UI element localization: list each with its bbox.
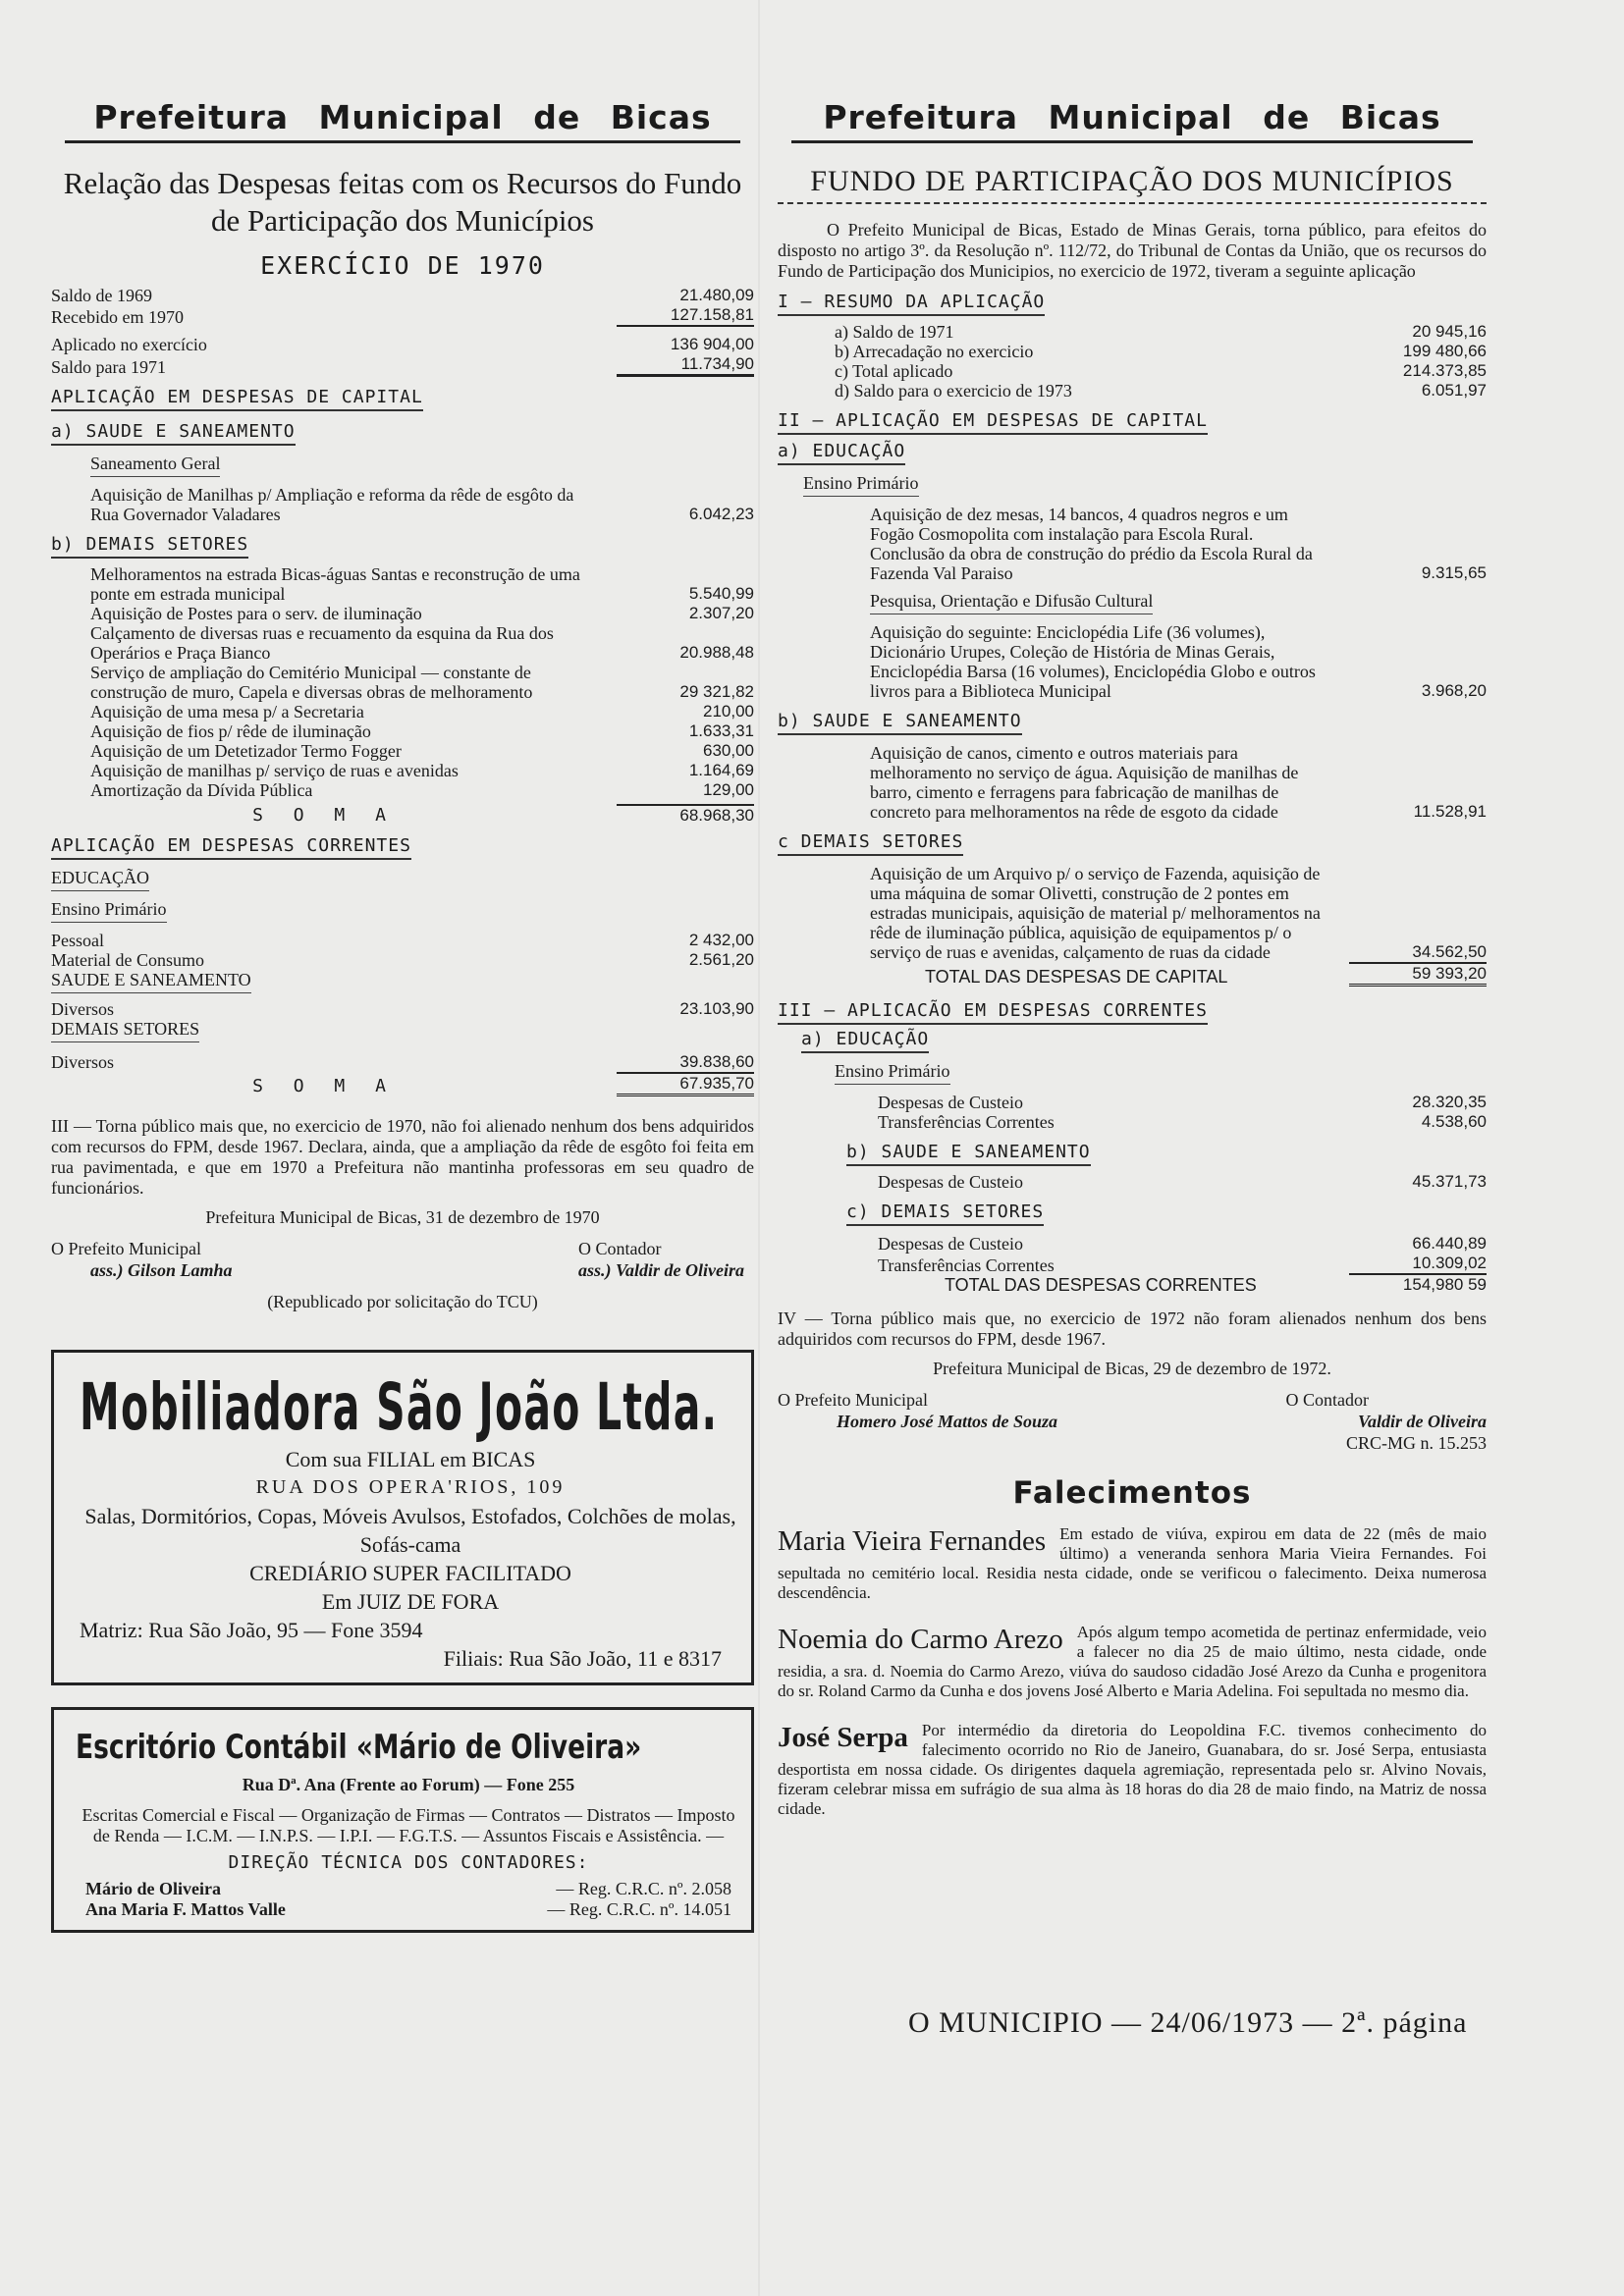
signature-contador [578,1238,754,1281]
obituary-name: José Serpa [778,1722,908,1753]
row-label: Aquisição de Postes para o serv. de iluminação [90,604,422,623]
expense-row [90,604,754,623]
masthead-text: Prefeitura Municipal de Bicas [823,98,1441,136]
row-label: Transferências Correntes [878,1112,1055,1132]
capital-heading: APLICAÇÃO EM DESPESAS DE CAPITAL [51,387,423,411]
correntes-heading-right: III — APLICACÃO EM DESPESAS CORRENTES [778,1000,1208,1025]
masthead-left [65,98,740,143]
ad-produtos: Salas, Dormitórios, Copas, Móveis Avulsos, Estofados, Colchões de molas, Sofás-cama [84,1504,736,1557]
signature-title: O Prefeito Municipal [51,1239,201,1258]
obituary [778,1721,1487,1819]
capital-heading-right: II — APLICAÇÃO EM DESPESAS DE CAPITAL [778,410,1208,435]
ad-matriz: Matriz: Rua São João, 95 — Fone 3594 [80,1618,423,1642]
soma-label: S O M A [252,805,396,826]
ensino-heading-right: Ensino Primário [803,473,919,497]
ad-servicos: Escritas Comercial e Fiscal — Organização de Firmas — Contratos — Distratos — Imposto de Renda — I.C.M. — I.N.P.S. — I.P.I. — F.G.T.S. — Assuntos Fiscais e Assistência. — [81,1805,735,1845]
expense-row [90,702,754,721]
expense-row [51,950,754,970]
expense-row [51,931,754,950]
row-label: Aquisição de Manilhas p/ Ampliação e reforma da rêde de esgôto da Rua Governador Valadares [90,485,574,524]
row-value: 630,00 [703,741,754,760]
soma-value: 67.935,70 [617,1072,754,1096]
demais-heading: b) DEMAIS SETORES [51,534,248,559]
left-column [51,98,754,1933]
signature-title: O Prefeito Municipal [778,1390,928,1410]
row-label: a) Saldo de 1971 [835,322,954,342]
row-value: 4.538,60 [1421,1112,1487,1131]
row-label: Calçamento de diversas ruas e recuamento da esquina da Rua dos Operários e Praça Bianco [90,623,554,663]
right-note: IV — Torna público mais que, no exercicio de 1972 não foram alienados nenhum dos bens adquiridos com recursos do FPM, desde 1967. [778,1308,1487,1349]
expense-row [878,1234,1487,1254]
expense-row [778,743,1487,822]
expense-row [778,1172,1487,1192]
row-label: Aquisição de fios p/ rêde de iluminação [90,721,371,741]
row-label: Aquisição de canos, cimento e outros materiais para melhoramento no serviço de água. Aquisição de manilhas de barro, cimento e ferragens para fabricação de manilhas de concreto para melhoramentos na rêde de esgoto da cidade [870,743,1299,822]
expense-row [51,1052,754,1072]
expense-row [90,741,754,761]
row-label: Recebido em 1970 [51,307,184,327]
row-label: Aplicado no exercício [51,335,207,354]
left-note: III — Torna público mais que, no exercicio de 1970, não foi alienado nenhum dos bens adquiridos com recursos do FPM, desde 1967. Declara, ainda, que a ampliação da rêde de esgôto foi feita em rua pavimentada, e que em 1970 a Prefeitura não mantinha professoras em seu quadro de funcionários. [51,1116,754,1198]
row-value: 9.315,65 [1421,563,1487,582]
falecimentos-title: Falecimentos [1012,1475,1252,1511]
expense-row [51,485,754,524]
row-value: 11.528,91 [1413,802,1487,821]
left-signatures [51,1238,754,1281]
saneamento-geral: Saneamento Geral [90,454,220,477]
signature-crc: CRC-MG n. 15.253 [1345,1433,1487,1453]
row-value: 21.480,09 [679,286,754,304]
total-label: TOTAL DAS DESPESAS DE CAPITAL [925,967,1228,987]
expense-row [90,663,754,702]
obituary [778,1524,1487,1603]
row-value: 20.988,48 [679,643,754,662]
row-value: 129,00 [703,780,754,799]
row-value: 2 432,00 [688,931,754,949]
row-label: d) Saldo para o exercicio de 1973 [835,381,1072,400]
row-value: 1.633,31 [688,721,754,740]
saude-heading-right: b) SAUDE E SANEAMENTO [778,711,1022,735]
page-fold [758,0,760,2296]
total-value: 154,980 59 [1402,1275,1487,1294]
row-value: 29 321,82 [679,682,754,701]
expense-row [90,761,754,780]
ad-filiais: Filiais: Rua São João, 11 e 8317 [443,1646,722,1671]
ad-direcao: DIREÇÃO TÉCNICA DOS CONTADORES: [228,1852,589,1873]
soma-row [51,1072,754,1096]
left-date: Prefeitura Municipal de Bicas, 31 de dezembro de 1970 [205,1207,600,1227]
resumo-row [835,322,1487,342]
row-value: 39.838,60 [679,1052,754,1071]
ensino2-heading-right: Ensino Primário [835,1061,950,1085]
masthead-right [791,98,1473,143]
obituary-text: Após algum tempo acometida de pertinaz enfermidade, veio a falecer no dia 25 de maio último, nesta cidade, onde residia, a sra. d. Noemia do Carmo Arezo, viúva do saudoso cidadão José Arezo da Cunha e progenitora do sr. Roland Carmo da Cunha e dos jovens José Alberto e Maria Adelina. Foi sepultada no mesmo dia. [778,1623,1487,1700]
ensino-heading: Ensino Primário [51,899,167,923]
resumo-heading: I — RESUMO DA APLICAÇÃO [778,292,1045,316]
ad-cidade: Em JUIZ DE FORA [321,1589,500,1614]
row-value: 6.042,23 [688,505,754,523]
obituary-name: Noemia do Carmo Arezo [778,1624,1063,1655]
summary-row [51,305,754,327]
row-value: 1.164,69 [688,761,754,779]
expense-row [51,999,754,1019]
contador-name: Mário de Oliveira [85,1879,221,1898]
expense-row [878,1112,1487,1132]
obituary-text: Em estado de viúva, expirou em data de 22 (mês de maio último) a veneranda senhora Maria Vieira Fernandes. Foi sepultada no cemitério local. Residia nesta cidade, onde se verificou o falecimento. Deixa numerosa descendência. [778,1524,1487,1602]
expense-row [878,1254,1487,1275]
row-value: 66.440,89 [1412,1234,1487,1253]
row-label: Saldo de 1969 [51,286,152,305]
signature-contador [1286,1389,1488,1454]
expense-row [778,622,1487,701]
obituary [778,1623,1487,1701]
ad-rua: RUA DOS OPERA'RIOS, 109 [255,1476,566,1498]
saude2-heading-right: b) SAUDE E SANEAMENTO [846,1142,1091,1166]
expense-row [90,564,754,604]
row-value: 210,00 [703,702,754,721]
row-value: 136 904,00 [670,335,754,353]
row-label: Aquisição de um Detetizador Termo Fogger [90,741,402,761]
expense-row [778,505,1487,583]
summary-row [51,354,754,377]
contador-reg: — Reg. C.R.C. nº. 14.051 [547,1899,731,1919]
exercicio-heading: EXERCÍCIO DE 1970 [260,251,545,280]
signature-name: Valdir de Oliveira [1358,1412,1487,1431]
expense-row [90,721,754,741]
row-value: 6.051,97 [1421,381,1487,400]
right-date: Prefeitura Municipal de Bicas, 29 de dezembro de 1972. [933,1359,1331,1378]
row-label: Despesas de Custeio [878,1093,1023,1112]
demais2-heading: DEMAIS SETORES [51,1019,199,1042]
row-value: 23.103,90 [679,999,754,1018]
ad-escritorio-name: Escritório Contábil «Mário de Oliveira» [76,1728,642,1767]
signature-name: ass.) Gilson Lamha [90,1260,233,1280]
row-value: 127.158,81 [617,305,754,327]
saude2-heading: SAUDE E SANEAMENTO [51,970,251,993]
obituary-text: Por intermédio da diretoria do Leopoldina F.C. tivemos conhecimento do falecimento ocorrido no Rio de Janeiro, Guanabara, do sr. José Serpa, entusiasta desportista em nossa cidade. Os dirigentes daquela agremiação, representada pelo sr. Alvino Novais, fizeram celebrar missa em sufrágio de sua alma às 18 horas do dia 28 de maio findo, na Matriz de nossa cidade. [778,1721,1487,1818]
total-value: 59 393,20 [1349,962,1487,987]
row-value: 2.307,20 [688,604,754,622]
demais-list [51,564,754,800]
educacao2-heading-right: a) EDUCAÇÃO [801,1029,929,1053]
row-value: 2.561,20 [688,950,754,969]
ad-credito: CREDIÁRIO SUPER FACILITADO [249,1561,571,1585]
row-value: 199 480,66 [1402,342,1487,360]
row-label: Aquisição de dez mesas, 14 bancos, 4 quadros negros e um Fogão Cosmopolita com instalação para Escola Rural. Conclusão da obra de construção do prédio da Escola Rural da Fazenda Val Paraiso [870,505,1313,583]
right-signatures [778,1389,1487,1454]
expense-row [90,623,754,663]
educacao-heading: EDUCAÇÃO [51,868,149,891]
ad-filial: Com sua FILIAL em BICAS [285,1447,536,1471]
signature-prefeito [51,1238,233,1281]
summary-row [51,286,754,305]
signature-title: O Contador [1285,1390,1369,1410]
row-label: Despesas de Custeio [878,1172,1023,1192]
educacao-heading-right: a) EDUCAÇÃO [778,441,905,465]
total-row [778,962,1487,987]
row-label: Melhoramentos na estrada Bicas-águas Santas e reconstrução de uma ponte em estrada municipal [90,564,580,604]
left-title: Relação das Despesas feitas com os Recursos do Fundo de Participação dos Municípios [63,166,742,238]
right-intro: O Prefeito Municipal de Bicas, Estado de Minas Gerais, torna público, para efeitos do disposto no artigo 3º. da Resolução nº. 112/72, do Tribunal de Contas da União, que os recursos do Fundo de Participação dos Municipios, no exercicio de 1972, tiveram a seguinte aplicação [778,220,1487,281]
row-label: Transferências Correntes [878,1255,1055,1275]
row-label: Aquisição de um Arquivo p/ o serviço de Fazenda, aquisição de uma máquina de somar Olivetti, construção de 2 pontes em estradas municipais, aquisição de material p/ melhoramentos na rêde de iluminação pública, aquisição de equipamentos p/ o serviço de ruas e avenidas, calçamento de ruas da cidade [870,864,1321,962]
saude-heading: a) SAUDE E SANEAMENTO [51,421,296,446]
right-column [778,98,1487,1819]
row-label: Material de Consumo [51,950,204,970]
contador-reg: — Reg. C.R.C. nº. 2.058 [556,1879,731,1898]
right-title: FUNDO DE PARTICIPAÇÃO DOS MUNICÍPIOS [778,165,1487,204]
row-label: Pessoal [51,931,104,950]
total-row [778,1275,1487,1295]
republicado-note: (Republicado por solicitação do TCU) [267,1292,538,1311]
signature-name: ass.) Valdir de Oliveira [578,1260,744,1280]
summary-row [51,335,754,354]
demais2-heading-right: c) DEMAIS SETORES [846,1201,1044,1226]
resumo-list [778,322,1487,400]
resumo-row [835,381,1487,400]
row-value: 28.320,35 [1412,1093,1487,1111]
row-value: 3.968,20 [1421,681,1487,700]
row-label: Saldo para 1971 [51,357,166,377]
expense-row [90,780,754,800]
expense-row [878,1093,1487,1112]
correntes-heading: APLICAÇÃO EM DESPESAS CORRENTES [51,835,411,860]
page-footer: O MUNICIPIO — 24/06/1973 — 2ª. página [908,2006,1468,2039]
row-value: 11.734,90 [617,354,754,377]
signature-name: Homero José Mattos de Souza [837,1412,1058,1431]
row-value: 214.373,85 [1402,361,1487,380]
row-label: Serviço de ampliação do Cemitério Municipal — constante de construção de muro, Capela e diversas obras de melhoramento [90,663,533,702]
row-label: b) Arrecadação no exercicio [835,342,1034,361]
resumo-row [835,361,1487,381]
ad-mobiliadora-name: Mobiliadora São João Ltda. [80,1369,719,1445]
row-label: Aquisição de uma mesa p/ a Secretaria [90,702,364,721]
summary-block [51,286,754,377]
soma-label: S O M A [252,1076,396,1096]
ad-contador-1 [76,1879,741,1899]
row-value: 10.309,02 [1349,1254,1487,1275]
ad-mobiliadora [51,1350,754,1685]
ad-endereco: Rua Dª. Ana (Frente ao Forum) — Fone 255 [242,1775,575,1794]
soma-row [51,804,754,826]
obituary-name: Maria Vieira Fernandes [778,1525,1047,1557]
row-label: Despesas de Custeio [878,1234,1023,1254]
ad-escritorio [51,1707,754,1933]
total-label: TOTAL DAS DESPESAS CORRENTES [945,1275,1257,1295]
soma-value: 68.968,30 [617,804,754,826]
masthead-text: Prefeitura Municipal de Bicas [93,98,712,136]
signature-prefeito [778,1389,1057,1454]
resumo-row [835,342,1487,361]
pesquisa-heading: Pesquisa, Orientação e Difusão Cultural [870,591,1153,614]
row-value: 34.562,50 [1412,942,1487,961]
row-value: 45.371,73 [1412,1172,1487,1191]
demais-heading-right: c DEMAIS SETORES [778,831,963,856]
row-label: Diversos [51,999,114,1019]
row-label: c) Total aplicado [835,361,953,381]
ad-contador-2 [76,1899,741,1920]
signature-title: O Contador [578,1239,662,1258]
row-value: 5.540,99 [688,584,754,603]
row-label: Aquisição de manilhas p/ serviço de ruas e avenidas [90,761,459,780]
row-label: Amortização da Dívida Pública [90,780,313,800]
expense-row [778,864,1487,962]
row-label: Aquisição do seguinte: Enciclopédia Life (36 volumes), Dicionário Urupes, Coleção de História de Minas Gerais, Enciclopédia Barsa (16 volumes), Enciclopédia Globo e outros livros para a Biblioteca Municipal [870,622,1316,701]
contador-name: Ana Maria F. Mattos Valle [85,1899,286,1919]
row-label: Diversos [51,1052,114,1072]
row-value: 20 945,16 [1412,322,1487,341]
